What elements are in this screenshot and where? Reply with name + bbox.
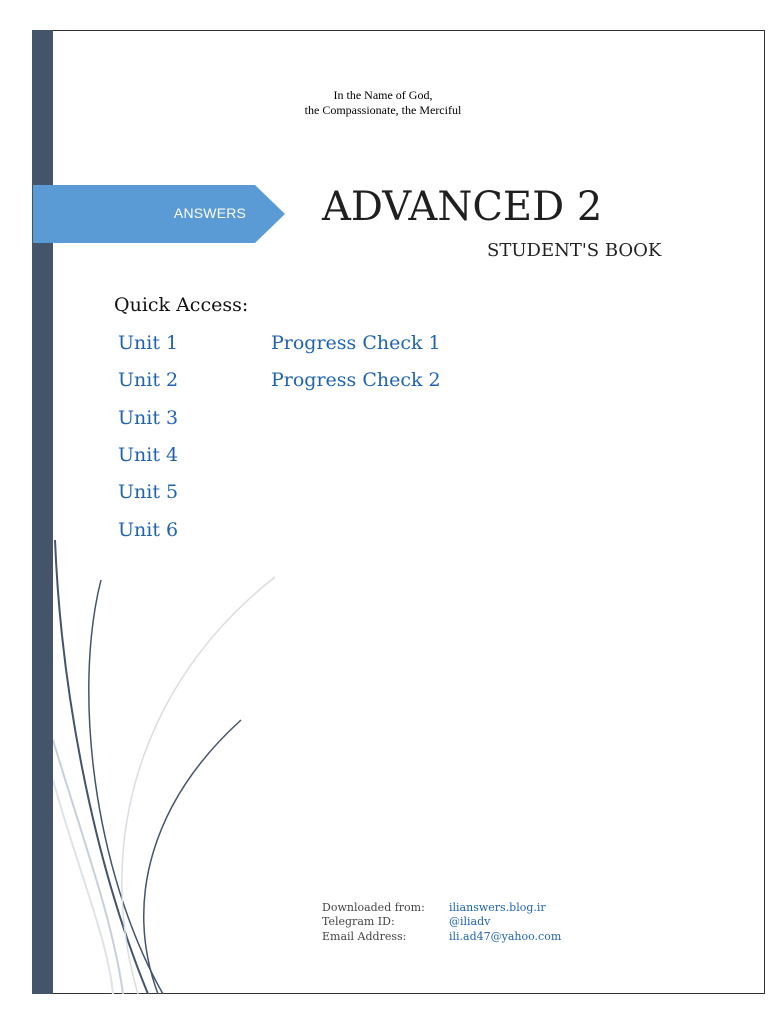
progress-check-1-link[interactable]: Progress Check 1 [271,332,441,354]
decorative-curves [53,540,313,994]
quick-access-heading: Quick Access: [114,294,249,316]
downloaded-from-label: Downloaded from: [322,901,425,914]
unit-3-link[interactable]: Unit 3 [118,407,179,429]
left-accent-bar [32,30,53,994]
unit-1-link[interactable]: Unit 1 [118,332,179,354]
telegram-link[interactable]: @iliadv [449,915,491,928]
basmala-line-1: In the Name of God, [333,88,433,102]
answers-label: ANSWERS [173,205,247,221]
progress-check-2-link[interactable]: Progress Check 2 [271,369,441,391]
book-title: ADVANCED 2 [322,184,603,230]
basmala-header [53,88,713,118]
email-link[interactable]: ili.ad47@yahoo.com [449,930,562,943]
unit-6-link[interactable]: Unit 6 [118,519,179,541]
unit-4-link[interactable]: Unit 4 [118,444,179,466]
website-link[interactable]: ilianswers.blog.ir [449,901,546,914]
unit-5-link[interactable]: Unit 5 [118,481,179,503]
unit-2-link[interactable]: Unit 2 [118,369,179,391]
email-label: Email Address: [322,930,407,943]
telegram-label: Telegram ID: [322,915,395,928]
basmala-line-2: the Compassionate, the Merciful [304,103,462,117]
book-subtitle: STUDENT'S BOOK [487,240,662,261]
